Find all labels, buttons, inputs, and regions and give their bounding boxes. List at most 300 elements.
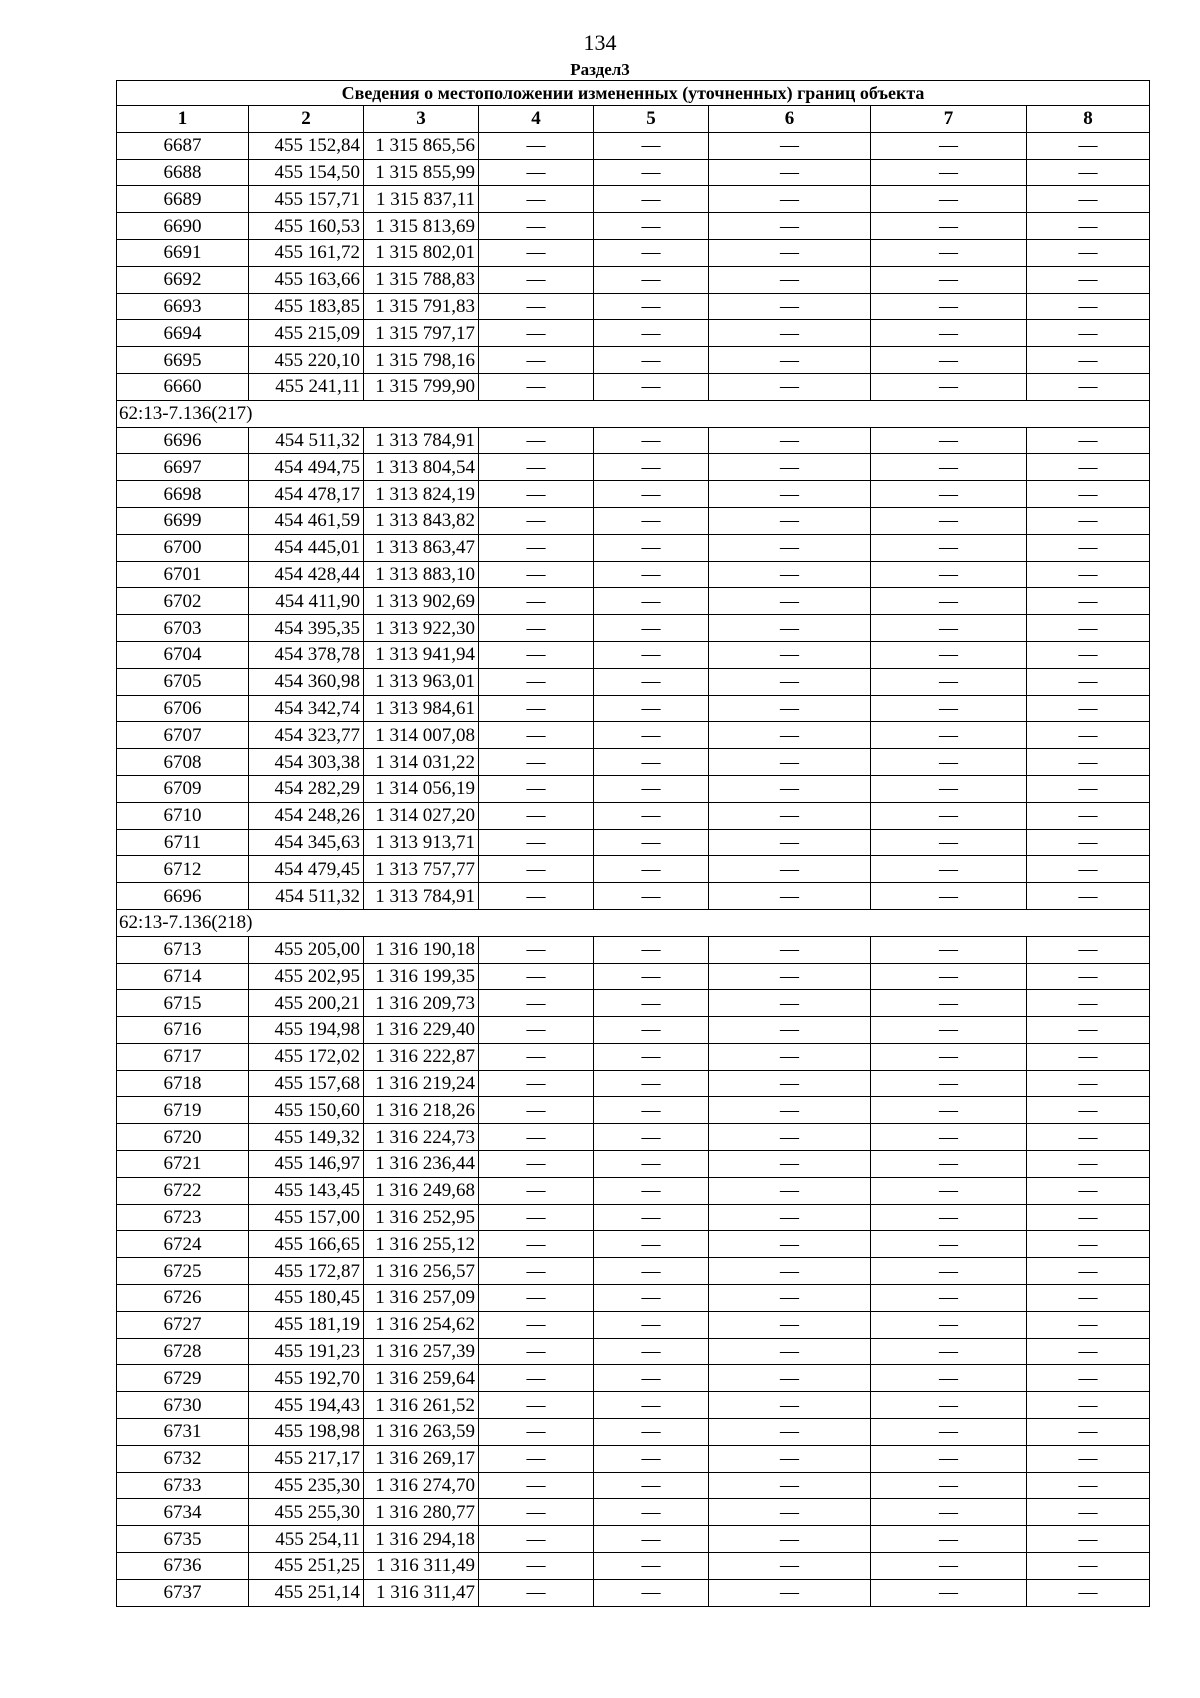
page-number: 134 <box>583 30 617 55</box>
empty-value-cell: — <box>479 1017 594 1044</box>
x-coordinate-cell: 455 205,00 <box>249 936 364 963</box>
empty-value-cell: — <box>479 1311 594 1338</box>
point-number-cell: 6728 <box>117 1338 249 1365</box>
column-header: 5 <box>594 106 709 133</box>
empty-value-cell: — <box>1027 1579 1150 1606</box>
empty-value-cell: — <box>871 1231 1027 1258</box>
empty-value-cell: — <box>871 936 1027 963</box>
table-row <box>117 1231 1150 1258</box>
empty-value-cell: — <box>594 695 709 722</box>
table-row <box>117 749 1150 776</box>
y-coordinate-cell: 1 313 913,71 <box>364 829 479 856</box>
point-number-cell: 6693 <box>117 293 249 320</box>
empty-value-cell: — <box>479 990 594 1017</box>
empty-value-cell: — <box>479 1177 594 1204</box>
empty-value-cell: — <box>1027 534 1150 561</box>
y-coordinate-cell: 1 316 311,47 <box>364 1579 479 1606</box>
empty-value-cell: — <box>1027 722 1150 749</box>
empty-value-cell: — <box>1027 293 1150 320</box>
empty-value-cell: — <box>871 588 1027 615</box>
empty-value-cell: — <box>709 695 871 722</box>
empty-value-cell: — <box>1027 1017 1150 1044</box>
empty-value-cell: — <box>479 1419 594 1446</box>
point-number-cell: 6712 <box>117 856 249 883</box>
empty-value-cell: — <box>594 1258 709 1285</box>
group-row <box>117 400 1150 427</box>
point-number-cell: 6735 <box>117 1526 249 1553</box>
y-coordinate-cell: 1 316 209,73 <box>364 990 479 1017</box>
point-number-cell: 6689 <box>117 186 249 213</box>
table-row <box>117 1526 1150 1553</box>
x-coordinate-cell: 455 161,72 <box>249 239 364 266</box>
table-row <box>117 802 1150 829</box>
empty-value-cell: — <box>871 1472 1027 1499</box>
x-coordinate-cell: 455 202,95 <box>249 963 364 990</box>
empty-value-cell: — <box>1027 963 1150 990</box>
x-coordinate-cell: 455 160,53 <box>249 213 364 240</box>
empty-value-cell: — <box>594 213 709 240</box>
empty-value-cell: — <box>871 1151 1027 1178</box>
empty-value-cell: — <box>871 829 1027 856</box>
x-coordinate-cell: 454 461,59 <box>249 507 364 534</box>
empty-value-cell: — <box>479 722 594 749</box>
empty-value-cell: — <box>594 1553 709 1580</box>
empty-value-cell: — <box>479 1124 594 1151</box>
table-row <box>117 936 1150 963</box>
empty-value-cell: — <box>594 668 709 695</box>
empty-value-cell: — <box>1027 1499 1150 1526</box>
empty-value-cell: — <box>594 802 709 829</box>
empty-value-cell: — <box>1027 1472 1150 1499</box>
empty-value-cell: — <box>479 186 594 213</box>
y-coordinate-cell: 1 315 813,69 <box>364 213 479 240</box>
empty-value-cell: — <box>594 1070 709 1097</box>
x-coordinate-cell: 455 220,10 <box>249 347 364 374</box>
y-coordinate-cell: 1 313 757,77 <box>364 856 479 883</box>
empty-value-cell: — <box>871 320 1027 347</box>
y-coordinate-cell: 1 316 259,64 <box>364 1365 479 1392</box>
y-coordinate-cell: 1 313 824,19 <box>364 481 479 508</box>
x-coordinate-cell: 455 146,97 <box>249 1151 364 1178</box>
empty-value-cell: — <box>871 1285 1027 1312</box>
point-number-cell: 6702 <box>117 588 249 615</box>
table-row <box>117 507 1150 534</box>
empty-value-cell: — <box>871 347 1027 374</box>
y-coordinate-cell: 1 316 263,59 <box>364 1419 479 1446</box>
table-row <box>117 1419 1150 1446</box>
point-number-cell: 6731 <box>117 1419 249 1446</box>
empty-value-cell: — <box>1027 936 1150 963</box>
x-coordinate-cell: 455 157,00 <box>249 1204 364 1231</box>
column-header: 8 <box>1027 106 1150 133</box>
empty-value-cell: — <box>1027 990 1150 1017</box>
y-coordinate-cell: 1 313 922,30 <box>364 615 479 642</box>
empty-value-cell: — <box>871 159 1027 186</box>
point-number-cell: 6692 <box>117 266 249 293</box>
empty-value-cell: — <box>709 239 871 266</box>
empty-value-cell: — <box>479 320 594 347</box>
empty-value-cell: — <box>709 1151 871 1178</box>
table-row <box>117 186 1150 213</box>
table-row <box>117 1124 1150 1151</box>
x-coordinate-cell: 454 323,77 <box>249 722 364 749</box>
y-coordinate-cell: 1 313 883,10 <box>364 561 479 588</box>
point-number-cell: 6706 <box>117 695 249 722</box>
empty-value-cell: — <box>479 695 594 722</box>
empty-value-cell: — <box>709 1472 871 1499</box>
empty-value-cell: — <box>594 507 709 534</box>
empty-value-cell: — <box>594 1097 709 1124</box>
empty-value-cell: — <box>1027 641 1150 668</box>
empty-value-cell: — <box>871 239 1027 266</box>
x-coordinate-cell: 455 194,43 <box>249 1392 364 1419</box>
empty-value-cell: — <box>871 641 1027 668</box>
y-coordinate-cell: 1 316 236,44 <box>364 1151 479 1178</box>
empty-value-cell: — <box>479 347 594 374</box>
x-coordinate-cell: 454 494,75 <box>249 454 364 481</box>
empty-value-cell: — <box>1027 1043 1150 1070</box>
empty-value-cell: — <box>871 561 1027 588</box>
empty-value-cell: — <box>1027 1526 1150 1553</box>
empty-value-cell: — <box>1027 1311 1150 1338</box>
empty-value-cell: — <box>871 1338 1027 1365</box>
y-coordinate-cell: 1 313 784,91 <box>364 427 479 454</box>
empty-value-cell: — <box>709 186 871 213</box>
point-number-cell: 6736 <box>117 1553 249 1580</box>
empty-value-cell: — <box>479 1526 594 1553</box>
y-coordinate-cell: 1 316 257,39 <box>364 1338 479 1365</box>
point-number-cell: 6724 <box>117 1231 249 1258</box>
empty-value-cell: — <box>1027 507 1150 534</box>
empty-value-cell: — <box>709 722 871 749</box>
empty-value-cell: — <box>871 856 1027 883</box>
empty-value-cell: — <box>479 561 594 588</box>
empty-value-cell: — <box>479 1338 594 1365</box>
y-coordinate-cell: 1 316 249,68 <box>364 1177 479 1204</box>
x-coordinate-cell: 455 181,19 <box>249 1311 364 1338</box>
empty-value-cell: — <box>709 936 871 963</box>
empty-value-cell: — <box>479 1043 594 1070</box>
empty-value-cell: — <box>479 615 594 642</box>
empty-value-cell: — <box>871 615 1027 642</box>
empty-value-cell: — <box>709 856 871 883</box>
x-coordinate-cell: 455 143,45 <box>249 1177 364 1204</box>
column-header-row <box>117 106 1150 133</box>
empty-value-cell: — <box>709 1043 871 1070</box>
y-coordinate-cell: 1 316 256,57 <box>364 1258 479 1285</box>
empty-value-cell: — <box>1027 213 1150 240</box>
empty-value-cell: — <box>1027 1204 1150 1231</box>
table-row <box>117 1338 1150 1365</box>
y-coordinate-cell: 1 316 222,87 <box>364 1043 479 1070</box>
point-number-cell: 6688 <box>117 159 249 186</box>
empty-value-cell: — <box>871 749 1027 776</box>
empty-value-cell: — <box>709 373 871 400</box>
empty-value-cell: — <box>594 1204 709 1231</box>
x-coordinate-cell: 455 149,32 <box>249 1124 364 1151</box>
empty-value-cell: — <box>479 239 594 266</box>
empty-value-cell: — <box>871 213 1027 240</box>
empty-value-cell: — <box>871 507 1027 534</box>
y-coordinate-cell: 1 316 190,18 <box>364 936 479 963</box>
empty-value-cell: — <box>709 802 871 829</box>
x-coordinate-cell: 455 194,98 <box>249 1017 364 1044</box>
empty-value-cell: — <box>1027 1097 1150 1124</box>
empty-value-cell: — <box>1027 1177 1150 1204</box>
point-number-cell: 6701 <box>117 561 249 588</box>
empty-value-cell: — <box>1027 695 1150 722</box>
point-number-cell: 6732 <box>117 1445 249 1472</box>
y-coordinate-cell: 1 316 294,18 <box>364 1526 479 1553</box>
empty-value-cell: — <box>594 1365 709 1392</box>
empty-value-cell: — <box>709 1579 871 1606</box>
empty-value-cell: — <box>479 213 594 240</box>
x-coordinate-cell: 454 282,29 <box>249 775 364 802</box>
y-coordinate-cell: 1 315 799,90 <box>364 373 479 400</box>
empty-value-cell: — <box>594 266 709 293</box>
empty-value-cell: — <box>594 1124 709 1151</box>
x-coordinate-cell: 455 166,65 <box>249 1231 364 1258</box>
table-row <box>117 454 1150 481</box>
empty-value-cell: — <box>594 1177 709 1204</box>
column-header: 4 <box>479 106 594 133</box>
empty-value-cell: — <box>1027 588 1150 615</box>
y-coordinate-cell: 1 314 056,19 <box>364 775 479 802</box>
empty-value-cell: — <box>1027 454 1150 481</box>
empty-value-cell: — <box>709 615 871 642</box>
empty-value-cell: — <box>871 427 1027 454</box>
empty-value-cell: — <box>871 1419 1027 1446</box>
empty-value-cell: — <box>479 1204 594 1231</box>
empty-value-cell: — <box>871 534 1027 561</box>
empty-value-cell: — <box>709 775 871 802</box>
empty-value-cell: — <box>1027 1365 1150 1392</box>
empty-value-cell: — <box>1027 1231 1150 1258</box>
y-coordinate-cell: 1 316 274,70 <box>364 1472 479 1499</box>
empty-value-cell: — <box>709 1338 871 1365</box>
y-coordinate-cell: 1 313 941,94 <box>364 641 479 668</box>
x-coordinate-cell: 454 445,01 <box>249 534 364 561</box>
empty-value-cell: — <box>479 668 594 695</box>
point-number-cell: 6709 <box>117 775 249 802</box>
y-coordinate-cell: 1 313 984,61 <box>364 695 479 722</box>
point-number-cell: 6720 <box>117 1124 249 1151</box>
empty-value-cell: — <box>709 159 871 186</box>
x-coordinate-cell: 455 157,71 <box>249 186 364 213</box>
empty-value-cell: — <box>1027 132 1150 159</box>
empty-value-cell: — <box>871 775 1027 802</box>
y-coordinate-cell: 1 315 798,16 <box>364 347 479 374</box>
table-row <box>117 132 1150 159</box>
empty-value-cell: — <box>1027 186 1150 213</box>
group-row <box>117 909 1150 936</box>
y-coordinate-cell: 1 313 843,82 <box>364 507 479 534</box>
x-coordinate-cell: 454 303,38 <box>249 749 364 776</box>
empty-value-cell: — <box>871 1043 1027 1070</box>
y-coordinate-cell: 1 315 802,01 <box>364 239 479 266</box>
x-coordinate-cell: 455 198,98 <box>249 1419 364 1446</box>
x-coordinate-cell: 454 478,17 <box>249 481 364 508</box>
empty-value-cell: — <box>479 1392 594 1419</box>
x-coordinate-cell: 454 511,32 <box>249 883 364 910</box>
y-coordinate-cell: 1 313 963,01 <box>364 668 479 695</box>
empty-value-cell: — <box>709 990 871 1017</box>
empty-value-cell: — <box>709 1258 871 1285</box>
empty-value-cell: — <box>594 1579 709 1606</box>
point-number-cell: 6696 <box>117 883 249 910</box>
empty-value-cell: — <box>594 722 709 749</box>
point-number-cell: 6694 <box>117 320 249 347</box>
x-coordinate-cell: 455 172,87 <box>249 1258 364 1285</box>
table-row <box>117 1177 1150 1204</box>
empty-value-cell: — <box>594 1499 709 1526</box>
point-number-cell: 6700 <box>117 534 249 561</box>
table-row <box>117 1204 1150 1231</box>
empty-value-cell: — <box>594 373 709 400</box>
empty-value-cell: — <box>709 1204 871 1231</box>
empty-value-cell: — <box>709 454 871 481</box>
table-row <box>117 1365 1150 1392</box>
section-label: Раздел3 <box>570 60 630 79</box>
x-coordinate-cell: 454 428,44 <box>249 561 364 588</box>
empty-value-cell: — <box>479 883 594 910</box>
empty-value-cell: — <box>479 1553 594 1580</box>
empty-value-cell: — <box>1027 1258 1150 1285</box>
column-header: 6 <box>709 106 871 133</box>
empty-value-cell: — <box>479 507 594 534</box>
empty-value-cell: — <box>479 1445 594 1472</box>
x-coordinate-cell: 455 255,30 <box>249 1499 364 1526</box>
x-coordinate-cell: 455 215,09 <box>249 320 364 347</box>
empty-value-cell: — <box>1027 1338 1150 1365</box>
empty-value-cell: — <box>1027 266 1150 293</box>
empty-value-cell: — <box>1027 159 1150 186</box>
point-number-cell: 6699 <box>117 507 249 534</box>
empty-value-cell: — <box>1027 561 1150 588</box>
empty-value-cell: — <box>709 1365 871 1392</box>
empty-value-cell: — <box>709 507 871 534</box>
empty-value-cell: — <box>709 963 871 990</box>
empty-value-cell: — <box>709 1097 871 1124</box>
empty-value-cell: — <box>594 963 709 990</box>
column-header: 2 <box>249 106 364 133</box>
table-row <box>117 1392 1150 1419</box>
column-header: 7 <box>871 106 1027 133</box>
table-row <box>117 1445 1150 1472</box>
empty-value-cell: — <box>709 266 871 293</box>
point-number-cell: 6723 <box>117 1204 249 1231</box>
empty-value-cell: — <box>1027 1445 1150 1472</box>
empty-value-cell: — <box>479 1151 594 1178</box>
empty-value-cell: — <box>709 132 871 159</box>
empty-value-cell: — <box>1027 1392 1150 1419</box>
empty-value-cell: — <box>1027 320 1150 347</box>
empty-value-cell: — <box>594 1311 709 1338</box>
empty-value-cell: — <box>479 802 594 829</box>
empty-value-cell: — <box>1027 239 1150 266</box>
empty-value-cell: — <box>594 1392 709 1419</box>
empty-value-cell: — <box>709 1177 871 1204</box>
table-row <box>117 1043 1150 1070</box>
table-row <box>117 990 1150 1017</box>
y-coordinate-cell: 1 313 863,47 <box>364 534 479 561</box>
point-number-cell: 6714 <box>117 963 249 990</box>
table-title: Сведения о местоположении измененных (уточненных) границ объекта <box>117 81 1150 106</box>
point-number-cell: 6719 <box>117 1097 249 1124</box>
empty-value-cell: — <box>1027 1419 1150 1446</box>
empty-value-cell: — <box>1027 856 1150 883</box>
y-coordinate-cell: 1 314 027,20 <box>364 802 479 829</box>
point-number-cell: 6716 <box>117 1017 249 1044</box>
empty-value-cell: — <box>1027 1070 1150 1097</box>
table-row <box>117 883 1150 910</box>
empty-value-cell: — <box>871 722 1027 749</box>
table-row <box>117 1499 1150 1526</box>
empty-value-cell: — <box>709 1392 871 1419</box>
point-number-cell: 6691 <box>117 239 249 266</box>
empty-value-cell: — <box>594 883 709 910</box>
empty-value-cell: — <box>594 588 709 615</box>
y-coordinate-cell: 1 315 797,17 <box>364 320 479 347</box>
empty-value-cell: — <box>594 1445 709 1472</box>
empty-value-cell: — <box>871 695 1027 722</box>
point-number-cell: 6715 <box>117 990 249 1017</box>
table-row <box>117 963 1150 990</box>
empty-value-cell: — <box>594 775 709 802</box>
table-row <box>117 1472 1150 1499</box>
point-number-cell: 6705 <box>117 668 249 695</box>
empty-value-cell: — <box>594 1472 709 1499</box>
empty-value-cell: — <box>594 561 709 588</box>
empty-value-cell: — <box>871 1177 1027 1204</box>
empty-value-cell: — <box>1027 775 1150 802</box>
table-row <box>117 1017 1150 1044</box>
y-coordinate-cell: 1 313 804,54 <box>364 454 479 481</box>
empty-value-cell: — <box>871 802 1027 829</box>
empty-value-cell: — <box>1027 1151 1150 1178</box>
empty-value-cell: — <box>594 1285 709 1312</box>
empty-value-cell: — <box>871 990 1027 1017</box>
point-number-cell: 6660 <box>117 373 249 400</box>
table-row <box>117 1311 1150 1338</box>
empty-value-cell: — <box>871 668 1027 695</box>
y-coordinate-cell: 1 314 007,08 <box>364 722 479 749</box>
empty-value-cell: — <box>479 1499 594 1526</box>
table-row <box>117 561 1150 588</box>
empty-value-cell: — <box>594 239 709 266</box>
table-row <box>117 159 1150 186</box>
y-coordinate-cell: 1 316 269,17 <box>364 1445 479 1472</box>
table-row <box>117 829 1150 856</box>
y-coordinate-cell: 1 316 252,95 <box>364 1204 479 1231</box>
empty-value-cell: — <box>594 427 709 454</box>
table-row <box>117 239 1150 266</box>
table-row <box>117 1097 1150 1124</box>
x-coordinate-cell: 454 248,26 <box>249 802 364 829</box>
empty-value-cell: — <box>1027 1285 1150 1312</box>
empty-value-cell: — <box>479 1365 594 1392</box>
empty-value-cell: — <box>1027 427 1150 454</box>
table-row <box>117 1579 1150 1606</box>
empty-value-cell: — <box>594 1526 709 1553</box>
column-header: 3 <box>364 106 479 133</box>
x-coordinate-cell: 455 251,14 <box>249 1579 364 1606</box>
empty-value-cell: — <box>594 990 709 1017</box>
empty-value-cell: — <box>709 588 871 615</box>
x-coordinate-cell: 454 345,63 <box>249 829 364 856</box>
table-row <box>117 668 1150 695</box>
x-coordinate-cell: 455 183,85 <box>249 293 364 320</box>
